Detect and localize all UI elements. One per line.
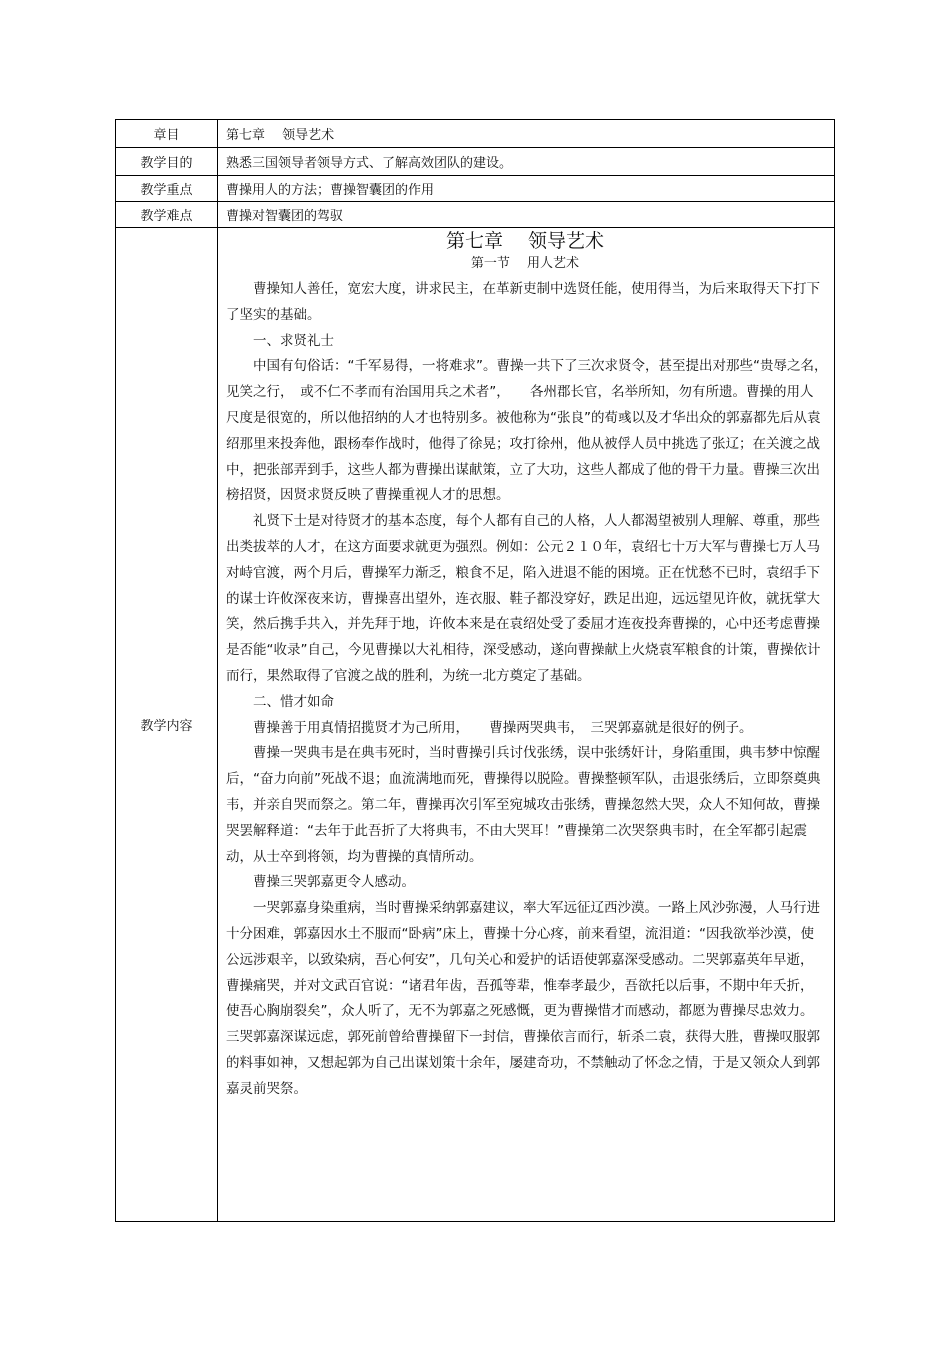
chapter-label: 章目: [116, 120, 218, 148]
paragraph-intro: 曹操知人善任，宽宏大度，讲求民主，在革新吏制中选贤任能，使用得当，为后来取得天下打下了坚实的基础。: [226, 281, 820, 323]
purpose-label: 教学目的: [116, 148, 218, 176]
paragraph-cherish-intro: 曹操善于用真情招揽贤才为己所用， 曹操两哭典韦， 三哭郭嘉就是很好的例子。: [253, 719, 753, 736]
row-purpose: [116, 148, 835, 176]
chapter-heading: 第七章 领导艺术: [445, 230, 605, 252]
paragraph-guojia-intro: 曹操三哭郭嘉更令人感动。: [253, 874, 415, 891]
chapter-value: 第七章 领导艺术: [218, 120, 835, 148]
row-content: [116, 228, 835, 1222]
content-cell: [218, 228, 839, 1222]
paragraph-guojia: 一哭郭嘉身染重病，当时曹操采纳郭嘉建议，率大军远征辽西沙漠。一路上风沙弥漫，人马行进十分困难，郭嘉因水土不服而“卧病”床上，曹操十分心疼，前来看望，流泪道：“因我欲举沙漠，使公远涉艰辛，以致染病，吾心何安”，几句关心和爱护的话语使郭嘉深受感动。二哭郭嘉英年早逝，曹操痛哭，并对文武百官说：“诸君年齿，吾孤等辈，惟奉孝最少，吾欲托以后事，不期中年夭折，使吾心胸崩裂矣”，众人听了，无不为郭嘉之死感慨，更为曹操惜才而感动，都愿为曹操尽忠效力。三哭郭嘉深谋远虑，郭死前曾给曹操留下一封信，曹操依言而行，斩杀二袁，获得大胜，曹操叹服郭的料事如神，又想起郭为自己出谋划策十余年，屡建奇功，不禁触动了怀念之情，于是又领众人到郭嘉灵前哭祭。: [226, 900, 820, 1097]
purpose-value: 熟悉三国领导者领导方式、了解高效团队的建设。: [218, 148, 835, 176]
paragraph-dianwei: 曹操一哭典韦是在典韦死时，当时曹操引兵讨伐张绣，误中张绣奸计，身陷重围，典韦梦中惊醒后，“奋力向前”死战不退；血流满地而死，曹操得以脱险。曹操整顿军队，击退张绣后，立即祭奠典韦，并亲自哭而祭之。第二年，曹操再次引军至宛城攻击张绣，曹操忽然大哭，众人不知何故，曹操哭罢解释道：“去年于此吾折了大将典韦，不由大哭耳！”曹操第二次哭祭典韦时，在全军都引起震动，从士卒到将领，均为曹操的真情所动。: [226, 745, 821, 865]
key-points-value: 曹操用人的方法；曹操智囊团的作用: [218, 176, 835, 202]
difficulty-label: 教学难点: [116, 202, 218, 228]
row-difficulty: [116, 202, 835, 228]
section-heading: 第一节 用人艺术: [470, 256, 580, 271]
row-chapter: [116, 120, 835, 148]
lesson-plan-table: [115, 119, 839, 1222]
content-label: 教学内容: [116, 228, 218, 1222]
row-key-points: [116, 176, 835, 202]
key-points-label: 教学重点: [116, 176, 218, 202]
paragraph-seek-talent: 中国有句俗话：“千军易得，一将难求”。曹操一共下了三次求贤令，甚至提出对那些“贵辱之名， 见笑之行， 或不仁不孝而有治国用兵之术者”， 各州郡长官，名举所知，勿有所遗。曹操的用人尺度是很宽的，所以他招纳的人才也特别多。被他称为“张良”的荀彧以及才华出众的郭嘉都先后从袁绍那里来投奔他，跟杨奉作战时，他得了徐晃；攻打徐州，他从被俘人员中挑选了张辽；在关渡之战中，把张部弄到手，这些人都为曹操出谋献策，立了大功，这些人都成了他的骨干力量。曹操三次出榜招贤，因贤求贤反映了曹操重视人才的思想。: [226, 358, 839, 504]
difficulty-value: 曹操对智囊团的驾驭: [218, 202, 835, 228]
subheading-cherish-talent: 二、惜才如命: [253, 693, 334, 710]
paragraph-courtesy: 礼贤下士是对待贤才的基本态度，每个人都有自己的人格，人人都渴望被别人理解、尊重，那些出类拔萃的人才，在这方面要求就更为强烈。例如：公元２１０年，袁绍七十万大军与曹操七万人马对峙官渡，两个月后，曹操军力渐乏，粮食不足，陷入进退不能的困境。正在忧愁不已时，袁绍手下的谋士许攸深夜来访，曹操喜出望外，连衣服、鞋子都没穿好，跌足出迎，远远望见许攸，就抚掌大笑，然后携手共入，并先拜于地，许攸本来是在袁绍处受了委屈才连夜投奔曹操的，心中还考虑曹操是否能“收录”自己，今见曹操以大礼相待，深受感动，遂向曹操献上火烧袁军粮食的计策，曹操依计而行，果然取得了官渡之战的胜利，为统一北方奠定了基础。: [226, 513, 821, 684]
subheading-seek-talent: 一、求贤礼士: [253, 332, 334, 349]
